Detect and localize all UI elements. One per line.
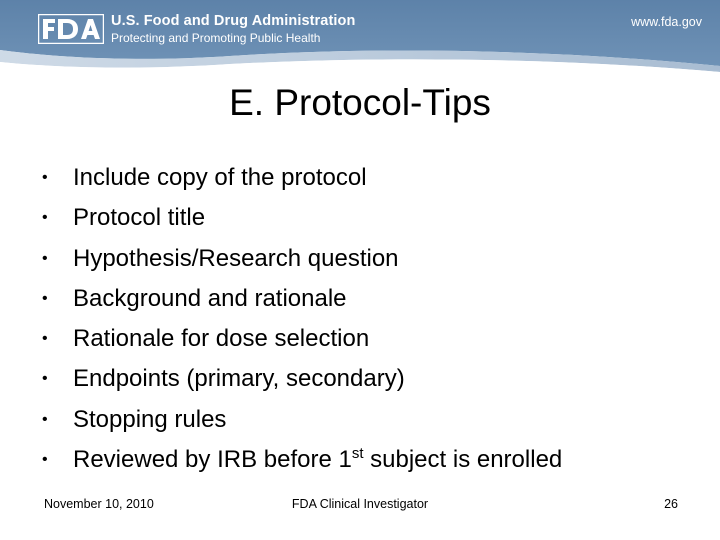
bullet-item [40,198,700,238]
bullet-item [40,359,700,399]
agency-block [111,13,355,46]
bullet-dot: • [42,289,48,307]
footer-title: FDA Clinical Investigator [291,497,429,511]
bullet-item [40,400,700,440]
bullet-item [40,279,700,319]
bullet-dot: • [42,249,48,267]
page-number: 26 [664,497,678,511]
agency-tagline: Protecting and Promoting Public Health [111,31,321,45]
bullet-item [40,319,700,359]
footer-date: November 10, 2010 [44,497,154,511]
bullet-dot: • [42,330,48,348]
website-url: www.fda.gov [631,15,702,29]
bullet-text: Background and rationale [73,284,347,312]
agency-name: U.S. Food and Drug Administration [111,13,356,29]
bullet-text-after: subject is enrolled [363,446,563,474]
banner-background [0,0,720,78]
bullet-text: Endpoints (primary, secondary) [73,365,405,393]
bullet-text: Rationale for dose selection [73,325,370,353]
bullet-text [73,440,562,480]
bullet-text: Stopping rules [73,405,227,433]
bullet-text-before: Reviewed by IRB before 1 [73,446,352,474]
bullet-item [40,239,700,279]
header-banner [0,0,720,78]
fda-logo-icon [38,14,104,44]
bullet-dot: • [42,209,48,227]
bullet-dot: • [42,169,48,186]
bullet-text: Protocol title [73,204,206,232]
bullet-dot: • [42,451,48,469]
bullet-item [40,440,700,480]
bullet-dot: • [42,370,48,388]
ordinal-superscript: st [351,445,364,463]
bullet-item [40,158,700,198]
bullet-dot: • [42,410,48,428]
slide-title: E. Protocol-Tips [229,82,491,123]
bullet-list [40,158,700,480]
bullet-text: Include copy of the protocol [73,164,367,191]
bullet-text: Hypothesis/Research question [73,244,399,272]
